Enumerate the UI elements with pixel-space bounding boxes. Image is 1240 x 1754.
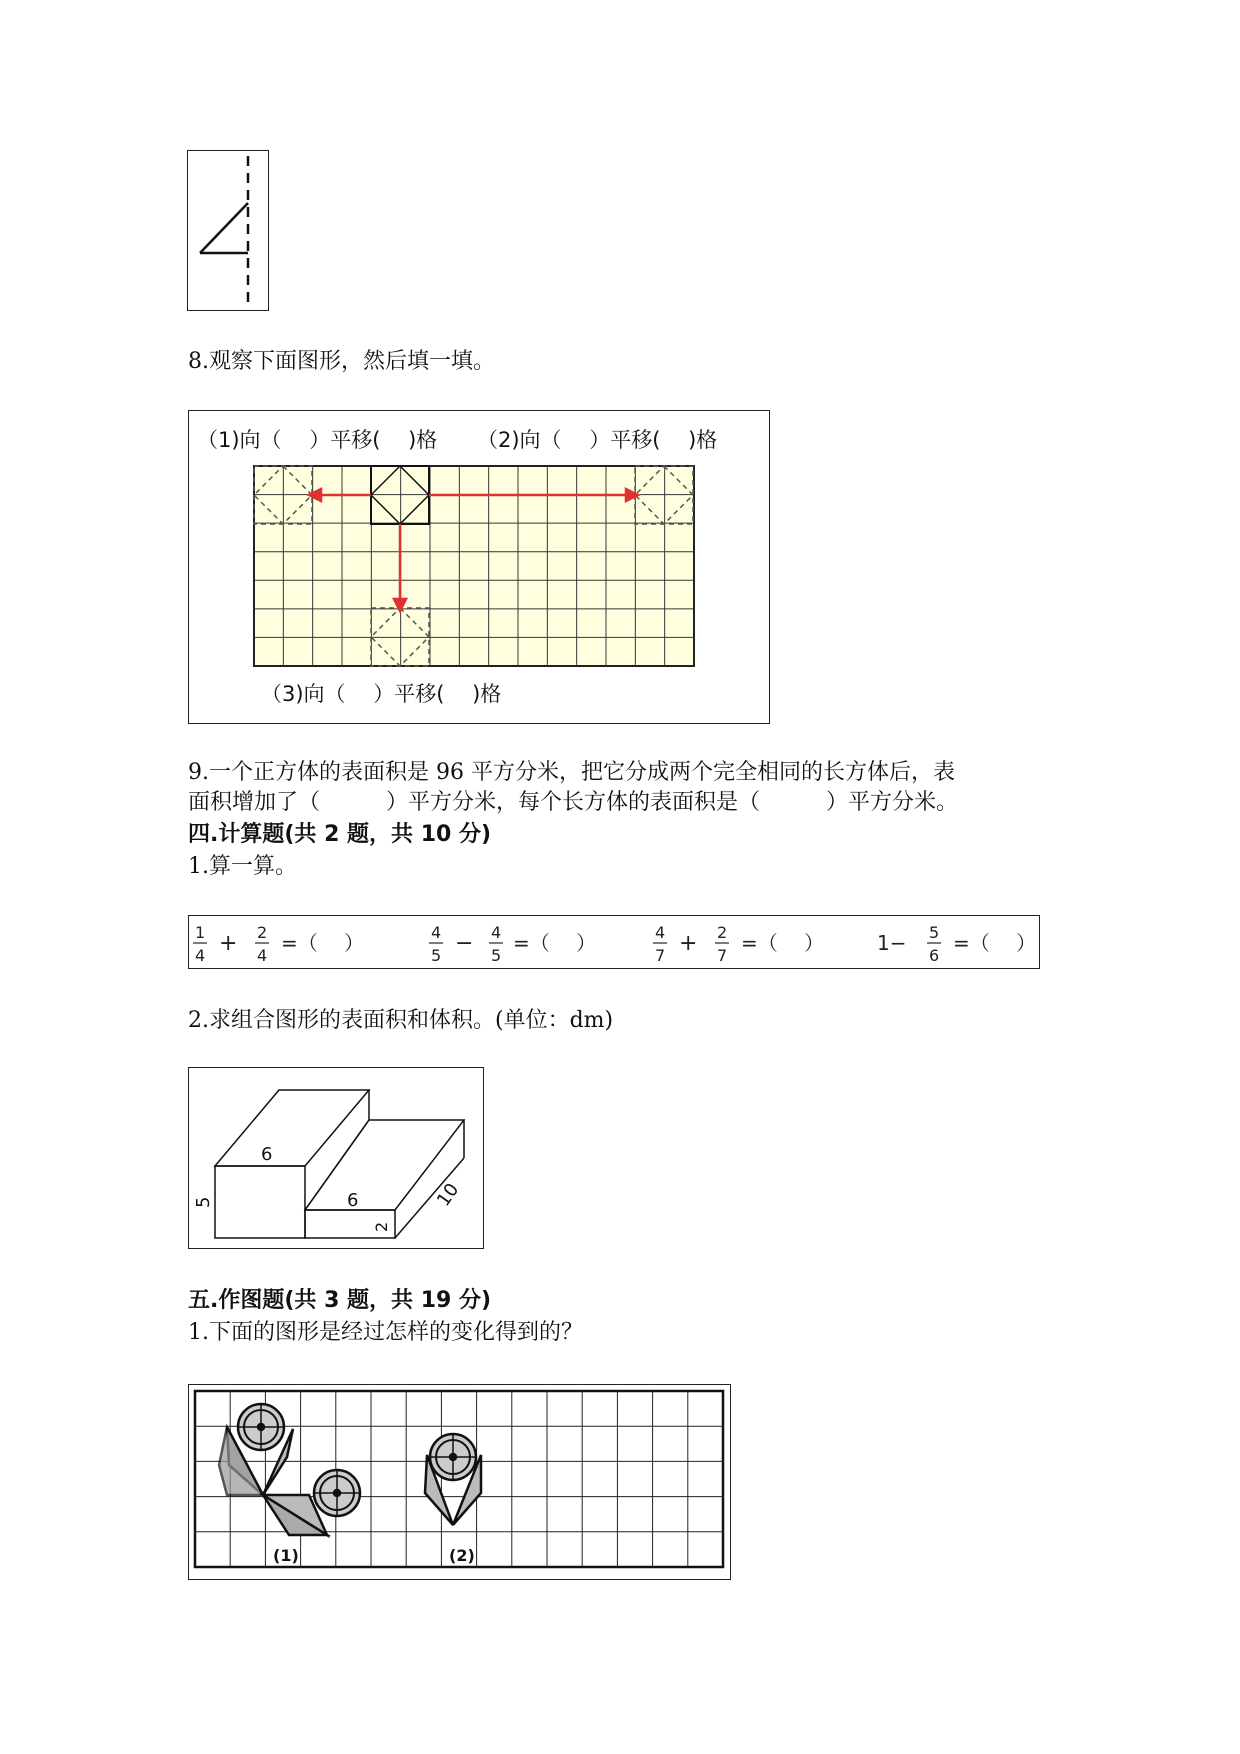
translation-label-3: （3)向（ ）平移( )格: [261, 682, 502, 706]
calc2-a-num: 4: [431, 923, 442, 942]
section4-q1-prompt: 1.算一算。: [188, 854, 297, 879]
dim-step-top: 6: [347, 1190, 359, 1211]
calc2-a-den: 5: [431, 946, 442, 965]
dim-top: 6: [261, 1144, 273, 1165]
section5-title: 五.作图题(共 3 题，共 19 分): [188, 1288, 492, 1313]
axis-figure: [187, 150, 269, 311]
figure-1-label: (1): [273, 1546, 299, 1565]
section4-title: 四.计算题(共 2 题，共 10 分): [188, 822, 492, 847]
calc4-whole: 1−: [877, 931, 907, 955]
transform-grid-figure: [188, 1384, 731, 1580]
q9-line1: 9.一个正方体的表面积是 96 平方分米，把它分成两个完全相同的长方体后，表: [188, 760, 955, 785]
calc1-op: +: [219, 931, 238, 956]
calc3-op: +: [679, 931, 698, 956]
calc2-eq: =（ ）: [513, 931, 597, 955]
calc4-b-num: 5: [929, 923, 940, 942]
translation-label-1: （1)向（ ）平移( )格: [197, 428, 438, 452]
q9-line2: 面积增加了（ ）平方分米，每个长方体的表面积是（ ）平方分米。: [188, 790, 959, 815]
calc1-eq: =（ ）: [281, 931, 365, 955]
translation-grid-figure: [188, 410, 770, 724]
calc1-a-num: 1: [195, 923, 206, 942]
calc3-a-den: 7: [655, 946, 666, 965]
calc3-b-den: 7: [717, 946, 728, 965]
calc1-b-num: 2: [257, 923, 268, 942]
calc1-a-den: 4: [195, 946, 206, 965]
calc4-eq: =（ ）: [953, 931, 1037, 955]
calc2-b-den: 5: [491, 946, 502, 965]
calc2-op: −: [455, 931, 474, 956]
calc2-b-num: 4: [491, 923, 502, 942]
calc3-eq: =（ ）: [741, 931, 825, 955]
dim-step-height: 2: [372, 1221, 391, 1232]
calc4-b-den: 6: [929, 946, 940, 965]
dim-height: 5: [193, 1196, 214, 1208]
translation-label-2: （2)向（ ）平移( )格: [477, 428, 718, 452]
figure-2-label: (2): [449, 1546, 475, 1565]
calc-row: [188, 915, 1040, 969]
calc1-b-den: 4: [257, 946, 268, 965]
calc3-b-num: 2: [717, 923, 728, 942]
section4-q2-prompt: 2.求组合图形的表面积和体积。(单位：dm): [188, 1008, 614, 1033]
composite-solid-figure: [188, 1067, 484, 1249]
calc3-a-num: 4: [655, 923, 666, 942]
dim-depth: 10: [433, 1179, 464, 1211]
section5-q1-prompt: 1.下面的图形是经过怎样的变化得到的？: [188, 1320, 583, 1345]
q8-prompt: 8.观察下面图形，然后填一填。: [188, 349, 495, 374]
